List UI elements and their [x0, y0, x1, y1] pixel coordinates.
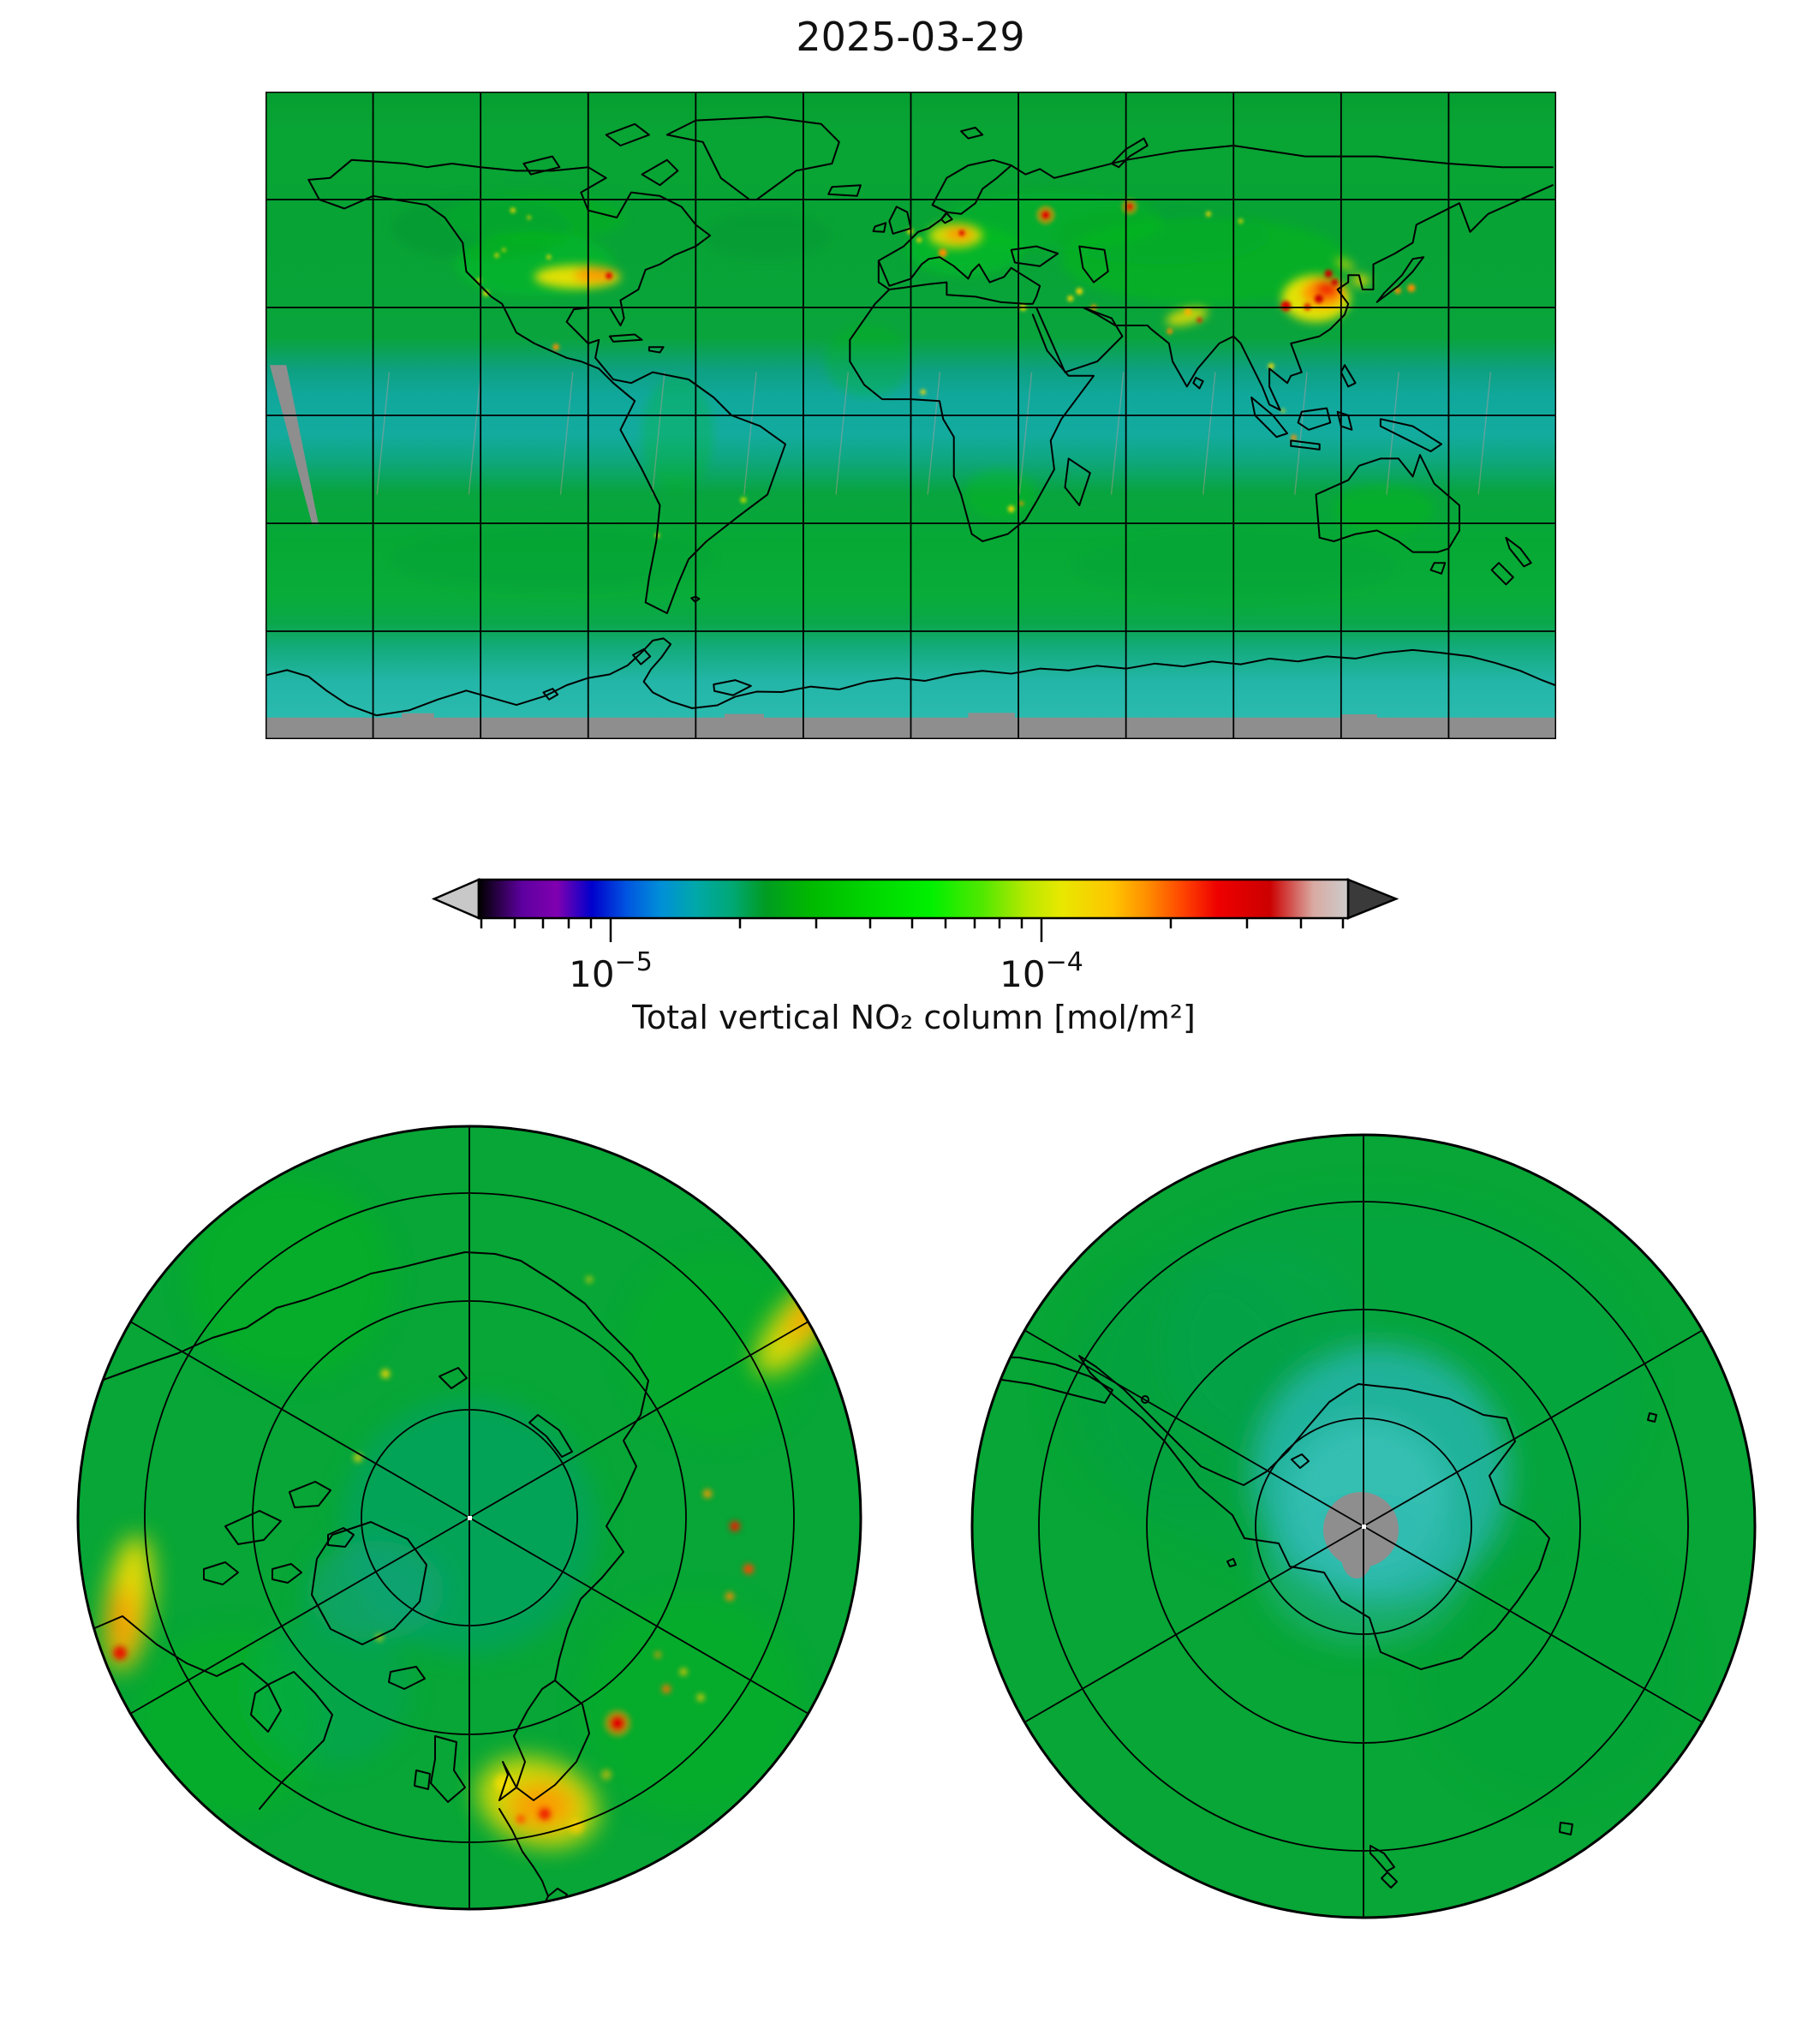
- colorbar-major-ticks: [611, 918, 1041, 942]
- colorbar-label: Total vertical NO₂ column [mol/m²]: [632, 999, 1196, 1036]
- world-map-panel: [266, 92, 1556, 739]
- colorbar-tick-label-1e-4: $10^{-4}$: [1000, 947, 1083, 995]
- south-polar-panel: [970, 1132, 1757, 1920]
- south-no-data-cap-lobe: [1341, 1534, 1372, 1578]
- colorbar-tick-label-1e-5: $10^{-5}$: [569, 947, 653, 995]
- south-pole-dot: [1362, 1525, 1366, 1529]
- north-pole-dot: [468, 1516, 472, 1520]
- colorbar-gradient: [479, 880, 1348, 918]
- figure-title: 2025-03-29: [796, 14, 1025, 60]
- north-polar-panel: [75, 1124, 863, 1912]
- colorbar-under-arrow: [434, 880, 479, 918]
- colorbar-over-arrow: [1348, 880, 1396, 918]
